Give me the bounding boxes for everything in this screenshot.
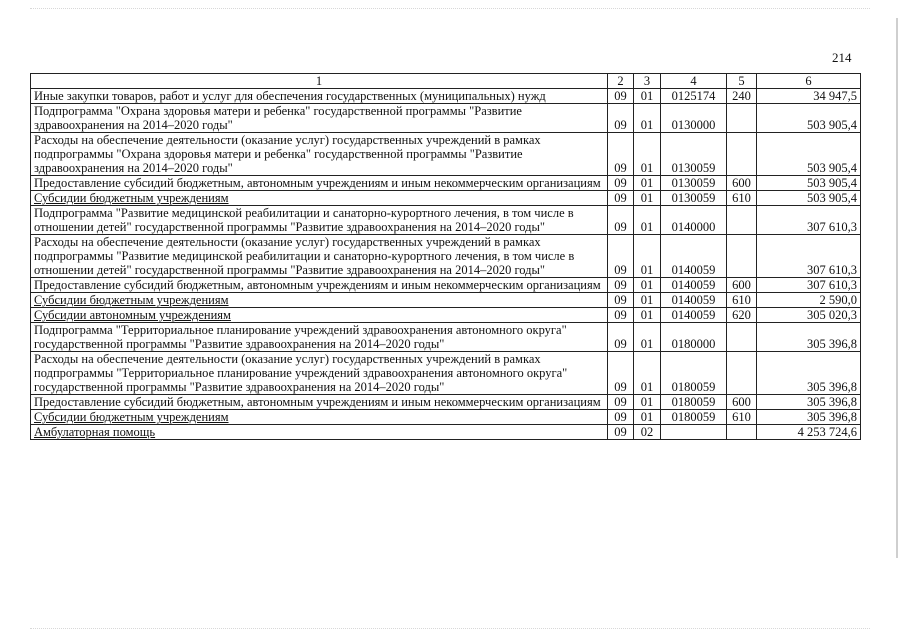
row-subsection: 01 [634,206,661,235]
table-row [31,235,861,278]
row-name-text: Субсидии бюджетным учреждениям [34,293,229,307]
row-section: 09 [608,395,634,410]
row-section: 09 [608,308,634,323]
row-name [31,191,608,206]
row-section: 09 [608,235,634,278]
row-target-code: 0130059 [661,176,727,191]
row-name-text: Иные закупки товаров, работ и услуг для обеспечения государственных (муниципальных) нужд [34,89,546,103]
row-target-code: 0180059 [661,352,727,395]
row-name-text: Амбулаторная помощь [34,425,156,439]
row-expense-type [727,104,757,133]
table-header-row [31,74,861,89]
row-name [31,308,608,323]
header-col-3: 3 [634,74,661,89]
row-section: 09 [608,104,634,133]
row-amount: 305 396,8 [757,410,861,425]
row-subsection: 01 [634,293,661,308]
row-name-text: Предоставление субсидий бюджетным, автономным учреждениям и иным некоммерческим организациям [34,395,601,409]
row-amount: 305 020,3 [757,308,861,323]
row-name [31,235,608,278]
row-name [31,410,608,425]
row-expense-type: 610 [727,293,757,308]
row-expense-type [727,206,757,235]
row-amount: 503 905,4 [757,176,861,191]
row-name-text: Подпрограмма "Развитие медицинской реабилитации и санаторно-курортного лечения, в том числе в отношении детей" государственной программы "Развитие здравоохранения на 2014–2020 годы" [34,206,574,234]
table-row [31,395,861,410]
row-subsection: 01 [634,308,661,323]
row-target-code [661,425,727,440]
row-name-text: Расходы на обеспечение деятельности (оказание услуг) государственных учреждений в рамках подпрограммы "Охрана здоровья матери и ребенка" государственной программы "Развитие здравоохранения на 2014–2020 годы" [34,133,541,175]
table-row [31,89,861,104]
scan-edge-top [30,8,870,10]
row-expense-type [727,352,757,395]
scan-edge-right [896,18,898,558]
row-subsection: 01 [634,352,661,395]
table-row [31,104,861,133]
row-section: 09 [608,133,634,176]
row-name-text: Подпрограмма "Охрана здоровья матери и ребенка" государственной программы "Развитие здравоохранения на 2014–2020 годы" [34,104,522,132]
header-col-6: 6 [757,74,861,89]
table-row [31,352,861,395]
row-section: 09 [608,206,634,235]
row-subsection: 02 [634,425,661,440]
row-target-code: 0140059 [661,278,727,293]
row-subsection: 01 [634,323,661,352]
table-row [31,176,861,191]
row-name [31,176,608,191]
row-section: 09 [608,352,634,395]
table-row [31,133,861,176]
row-name-text: Расходы на обеспечение деятельности (оказание услуг) государственных учреждений в рамках подпрограммы "Территориальное планирование учреждений здравоохранения автономного округа" государственной программы "Развитие здравоохранения на 2014–2020 годы" [34,352,568,394]
row-target-code: 0180000 [661,323,727,352]
row-section: 09 [608,278,634,293]
row-amount: 307 610,3 [757,206,861,235]
row-name [31,352,608,395]
row-amount: 307 610,3 [757,278,861,293]
row-target-code: 0140059 [661,308,727,323]
row-subsection: 01 [634,395,661,410]
row-expense-type: 600 [727,278,757,293]
row-expense-type: 620 [727,308,757,323]
row-expense-type: 600 [727,395,757,410]
row-name [31,206,608,235]
table-body [31,89,861,440]
row-name [31,395,608,410]
row-target-code: 0140059 [661,235,727,278]
row-amount: 2 590,0 [757,293,861,308]
row-name-text: Расходы на обеспечение деятельности (оказание услуг) государственных учреждений в рамках подпрограммы "Развитие медицинской реабилитации и санаторно-курортного лечения, в том числе в отношении детей" государственной программы "Развитие здравоохранения на 2014–2020 годы" [34,235,575,277]
row-subsection: 01 [634,235,661,278]
row-subsection: 01 [634,176,661,191]
row-target-code: 0180059 [661,410,727,425]
row-name-text: Предоставление субсидий бюджетным, автономным учреждениям и иным некоммерческим организациям [34,278,601,292]
row-amount: 305 396,8 [757,395,861,410]
row-section: 09 [608,293,634,308]
row-expense-type [727,133,757,176]
row-section: 09 [608,191,634,206]
row-amount: 503 905,4 [757,133,861,176]
header-col-4: 4 [661,74,727,89]
row-section: 09 [608,323,634,352]
table-row [31,191,861,206]
row-expense-type: 610 [727,410,757,425]
row-name [31,425,608,440]
page-number: 214 [832,50,852,65]
row-expense-type: 610 [727,191,757,206]
scan-edge-bottom [30,628,870,630]
row-name-text: Субсидии бюджетным учреждениям [34,191,229,205]
table-row [31,293,861,308]
table-row [31,425,861,440]
row-amount: 305 396,8 [757,352,861,395]
row-amount: 503 905,4 [757,104,861,133]
row-amount: 305 396,8 [757,323,861,352]
row-subsection: 01 [634,410,661,425]
header-col-5: 5 [727,74,757,89]
row-name [31,104,608,133]
header-col-1: 1 [31,74,608,89]
header-col-2: 2 [608,74,634,89]
row-subsection: 01 [634,278,661,293]
row-target-code: 0130000 [661,104,727,133]
row-name-text: Субсидии автономным учреждениям [34,308,231,322]
row-target-code: 0140000 [661,206,727,235]
row-target-code: 0130059 [661,191,727,206]
row-subsection: 01 [634,89,661,104]
row-name [31,89,608,104]
row-expense-type [727,425,757,440]
row-name-text: Подпрограмма "Территориальное планирование учреждений здравоохранения автономного округа" государственной программы "Развитие здравоохранения на 2014–2020 годы" [34,323,567,351]
row-amount: 4 253 724,6 [757,425,861,440]
row-expense-type [727,323,757,352]
row-section: 09 [608,410,634,425]
table-row [31,308,861,323]
table-row [31,323,861,352]
row-subsection: 01 [634,133,661,176]
row-section: 09 [608,176,634,191]
row-name [31,293,608,308]
row-name [31,323,608,352]
row-expense-type: 240 [727,89,757,104]
row-name [31,133,608,176]
row-section: 09 [608,89,634,104]
row-amount: 307 610,3 [757,235,861,278]
row-name-text: Предоставление субсидий бюджетным, автономным учреждениям и иным некоммерческим организациям [34,176,601,190]
row-expense-type: 600 [727,176,757,191]
row-target-code: 0140059 [661,293,727,308]
row-subsection: 01 [634,191,661,206]
row-target-code: 0130059 [661,133,727,176]
row-subsection: 01 [634,104,661,133]
budget-table [30,73,861,440]
row-amount: 503 905,4 [757,191,861,206]
table-row [31,410,861,425]
table-row [31,206,861,235]
row-name-text: Субсидии бюджетным учреждениям [34,410,229,424]
row-amount: 34 947,5 [757,89,861,104]
row-section: 09 [608,425,634,440]
row-target-code: 0125174 [661,89,727,104]
table-row [31,278,861,293]
row-name [31,278,608,293]
row-target-code: 0180059 [661,395,727,410]
row-expense-type [727,235,757,278]
